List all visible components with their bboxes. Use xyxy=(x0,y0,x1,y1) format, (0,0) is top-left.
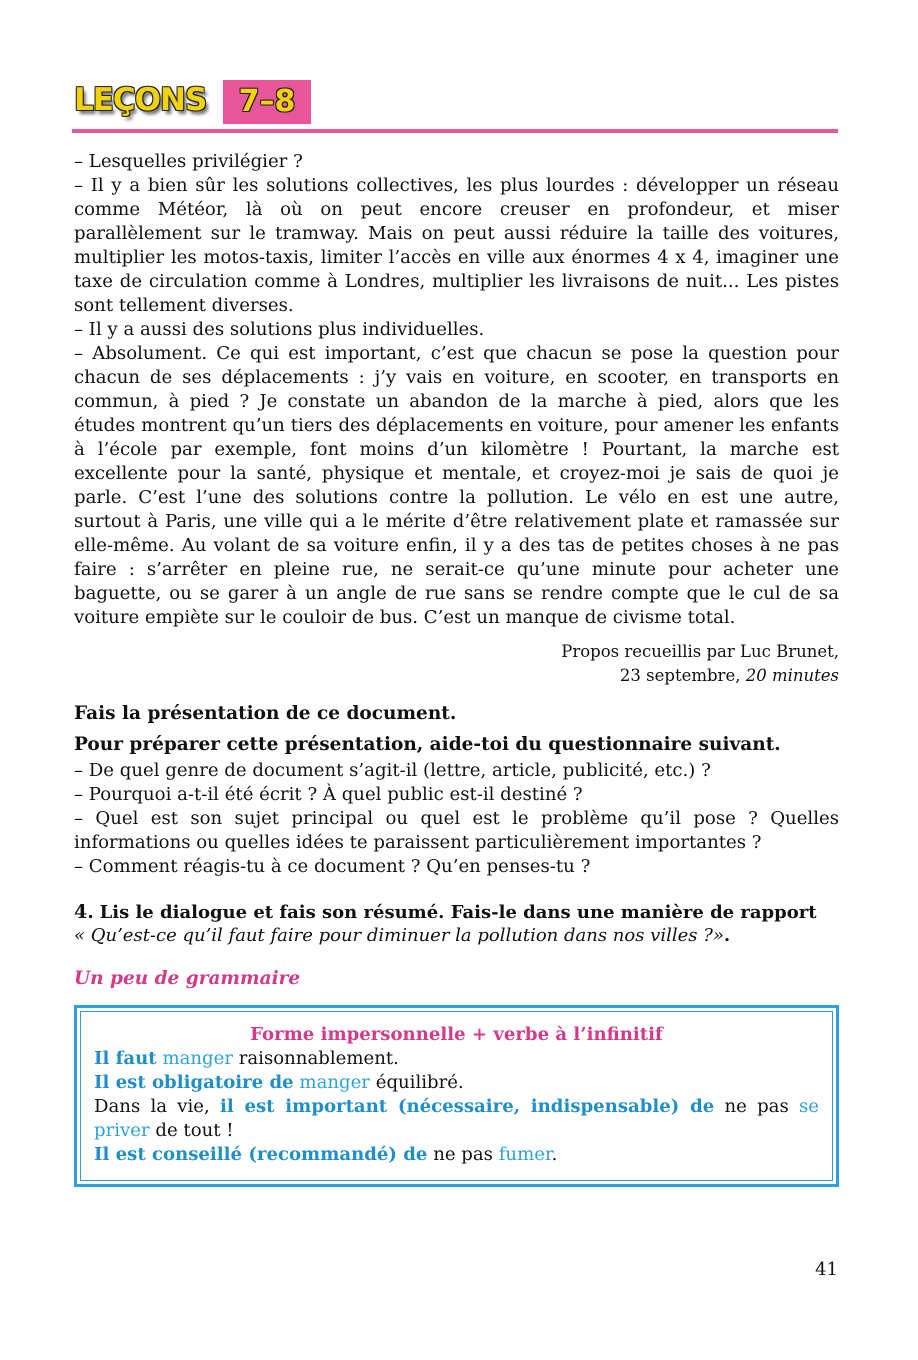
exercise-quote: « Qu’est-ce qu’il faut faire pour diminuer la pollution dans nos villes ?» xyxy=(74,925,724,946)
source-date: 23 septembre, xyxy=(619,666,741,685)
exercise-4 xyxy=(74,901,839,947)
lessons-label: LEÇONS xyxy=(74,82,207,118)
exercise-number: 4. xyxy=(74,901,94,923)
page-number: 41 xyxy=(815,1259,838,1280)
dialogue-text xyxy=(74,150,839,630)
dialogue-line: – Lesquelles privilégier ? xyxy=(74,151,303,172)
questionnaire xyxy=(74,759,839,879)
grammar-heading: Un peu de grammaire xyxy=(74,968,301,989)
header-divider xyxy=(72,129,838,133)
source-author: Propos recueillis par Luc Brunet, xyxy=(561,642,839,661)
dialogue-line: – Il y a aussi des solutions plus individuelles. xyxy=(74,319,485,340)
source-date-line xyxy=(74,664,839,688)
lessons-number-badge: 7–8 xyxy=(223,80,311,124)
dialogue-line: – Il y a bien sûr les solutions collectives, les plus lourdes : développer un réseau comme Météor, là où on peut encore creuser en profondeur, et miser parallèlement sur le tramway. Mais on peut aussi réduire la taille des voitures, multiplier les motos-taxis, limiter l’accès en ville aux énormes 4 x 4, imaginer une taxe de circulation comme à Londres, multiplier les livraisons de nuit... Les pistes sont tellement diverses. xyxy=(74,175,839,316)
question-item: – Comment réagis-tu à ce document ? Qu’en penses-tu ? xyxy=(74,856,591,877)
grammar-box xyxy=(74,1005,839,1187)
question-item: – Quel est son sujet principal ou quel est le problème qu’il pose ? Quelles informations ou quelles idées te paraissent particulièrement importantes ? xyxy=(74,808,839,853)
grammar-example-1: Il faut manger raisonnablement. xyxy=(94,1048,399,1069)
source-publication: 20 minutes xyxy=(745,666,839,685)
lesson-header xyxy=(72,80,838,136)
question-item: – Pourquoi a-t-il été écrit ? À quel public est-il destiné ? xyxy=(74,784,583,805)
grammar-example-3: Dans la vie, il est important (nécessaire, indispensable) de ne pas se priver de tout ! xyxy=(94,1096,819,1141)
exercise-end: . xyxy=(723,925,731,946)
dialogue-line: – Absolument. Ce qui est important, c’est que chacun se pose la question pour chacun de ses déplacements : j’y vais en voiture, en scooter, en transports en commun, à pied ? Je constate un abandon de la marche à pied, alors que les études montrent qu’un tiers des déplacements en voiture, pour amener les enfants à l’école par exemple, font moins d’un kilomètre ! Pourtant, la marche est excellente pour la santé, physique et mentale, et croyez-moi je sais de quoi je parle. C’est l’une des solutions contre la pollution. Le vélo en est une autre, surtout à Paris, une ville qui a le mérite d’être relativement plate et ramassée sur elle-même. Au volant de sa voiture enfin, il y a des tas de petites choses à ne pas faire : s’arrêter en pleine rue, ne serait-ce qu’une minute pour acheter une baguette, ou se garer à un angle de rue sans se rendre compte que le cul de sa voiture empiète sur le couloir de bus. C’est un manque de civisme total. xyxy=(74,343,839,628)
grammar-example-4: Il est conseillé (recommandé) de ne pas fumer. xyxy=(94,1144,558,1165)
task-presentation: Fais la présentation de ce document. xyxy=(74,703,457,724)
exercise-instruction: Lis le dialogue et fais son résumé. Fais-le dans une manière de rapport xyxy=(99,902,817,923)
grammar-example-2: Il est obligatoire de manger équilibré. xyxy=(94,1072,464,1093)
grammar-box-inner xyxy=(80,1011,833,1181)
grammar-box-title: Forme impersonnelle + verbe à l’infinitif xyxy=(250,1024,663,1045)
article-source xyxy=(74,640,839,688)
task-prepare: Pour préparer cette présentation, aide-toi du questionnaire suivant. xyxy=(74,734,781,755)
question-item: – De quel genre de document s’agit-il (lettre, article, publicité, etc.) ? xyxy=(74,760,711,781)
page-content xyxy=(74,150,839,1187)
